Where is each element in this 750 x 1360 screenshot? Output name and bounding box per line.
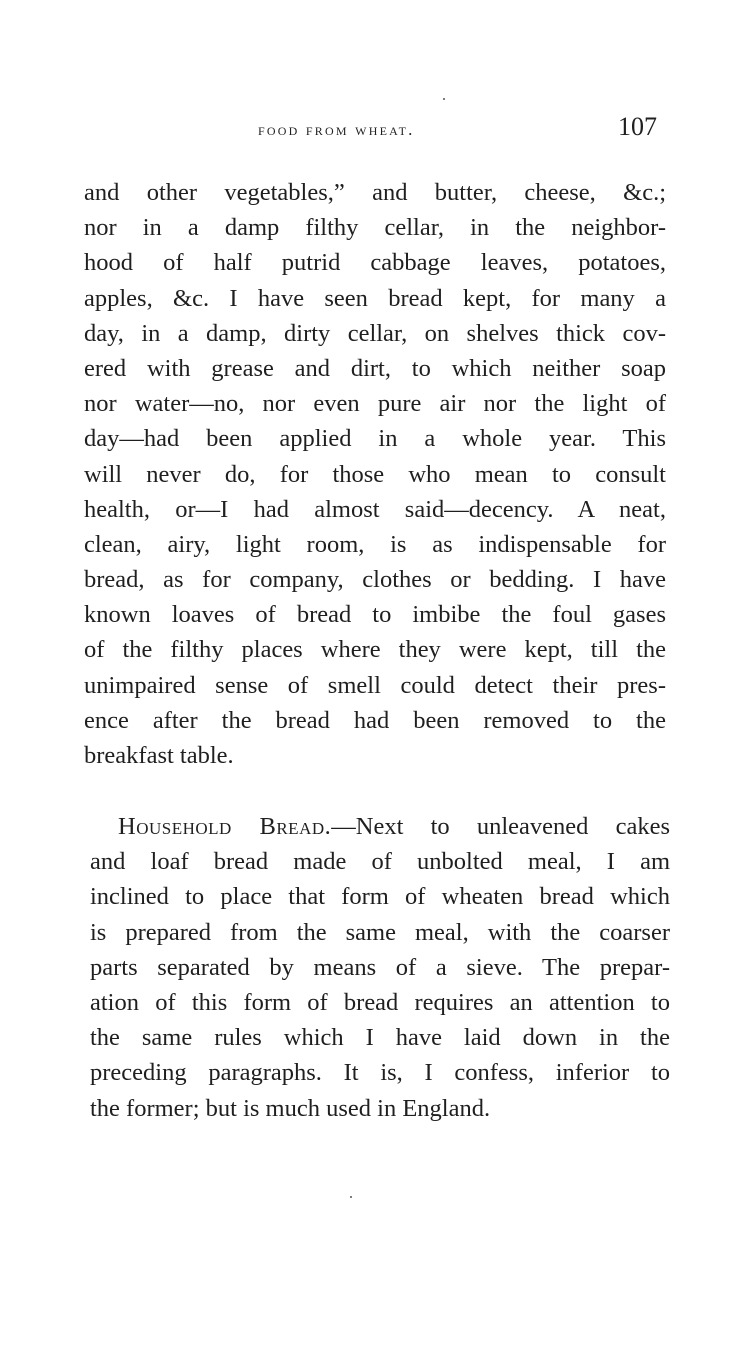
- text-line: of the filthy places where they were kept, till the: [84, 636, 666, 664]
- paper-speck-bottom: [350, 1196, 352, 1198]
- text-line: preceding paragraphs. It is, I confess, inferior to: [90, 1059, 670, 1087]
- paper-speck-top: [443, 98, 445, 100]
- text-line: ered with grease and dirt, to which neither soap: [84, 354, 666, 382]
- text-line: inclined to place that form of wheaten bread which: [90, 883, 670, 911]
- text-line: hood of half putrid cabbage leaves, potatoes,: [84, 249, 666, 277]
- paragraph-bread-storage: [84, 175, 666, 773]
- text-line: known loaves of bread to imbibe the foul gases: [84, 601, 666, 629]
- running-head: [0, 110, 750, 150]
- text-line: and other vegetables,” and butter, cheese, &c.;: [84, 179, 666, 206]
- text-line: parts separated by means of a sieve. The prepar-: [90, 953, 670, 981]
- text-line: apples, &c. I have seen bread kept, for many a: [84, 284, 666, 312]
- text-line: bread, as for company, clothes or bedding. I have: [84, 566, 666, 594]
- text-line: the same rules which I have laid down in the: [90, 1024, 670, 1052]
- text-line: will never do, for those who mean to consult: [84, 460, 666, 488]
- text-line-rest: —Next to unleavened cakes: [331, 813, 670, 840]
- text-line: ation of this form of bread requires an attention to: [90, 988, 670, 1016]
- text-line: is prepared from the same meal, with the coarser: [90, 918, 670, 946]
- text-line: nor water—no, nor even pure air nor the light of: [84, 390, 666, 418]
- text-line: nor in a damp filthy cellar, in the neighbor-: [84, 214, 666, 242]
- text-line: ence after the bread had been removed to the: [84, 706, 666, 734]
- text-line: health, or—I had almost said—decency. A neat,: [84, 495, 666, 523]
- text-line: unimpaired sense of smell could detect their pres-: [84, 671, 666, 699]
- text-line: breakfast table.: [84, 742, 234, 769]
- text-line: and loaf bread made of unbolted meal, I am: [90, 848, 670, 876]
- text-line: clean, airy, light room, is as indispensable for: [84, 530, 666, 558]
- text-line: the former; but is much used in England.: [90, 1094, 491, 1122]
- text-line-first: [90, 809, 670, 844]
- page-number: 107: [618, 112, 657, 141]
- running-title: food from wheat.: [258, 120, 415, 139]
- paragraph-household-bread: [90, 809, 670, 1126]
- text-line: day, in a damp, dirty cellar, on shelves thick cov-: [84, 319, 666, 347]
- text-line: day—had been applied in a whole year. This: [84, 425, 666, 453]
- section-heading: Household Bread.: [118, 813, 332, 840]
